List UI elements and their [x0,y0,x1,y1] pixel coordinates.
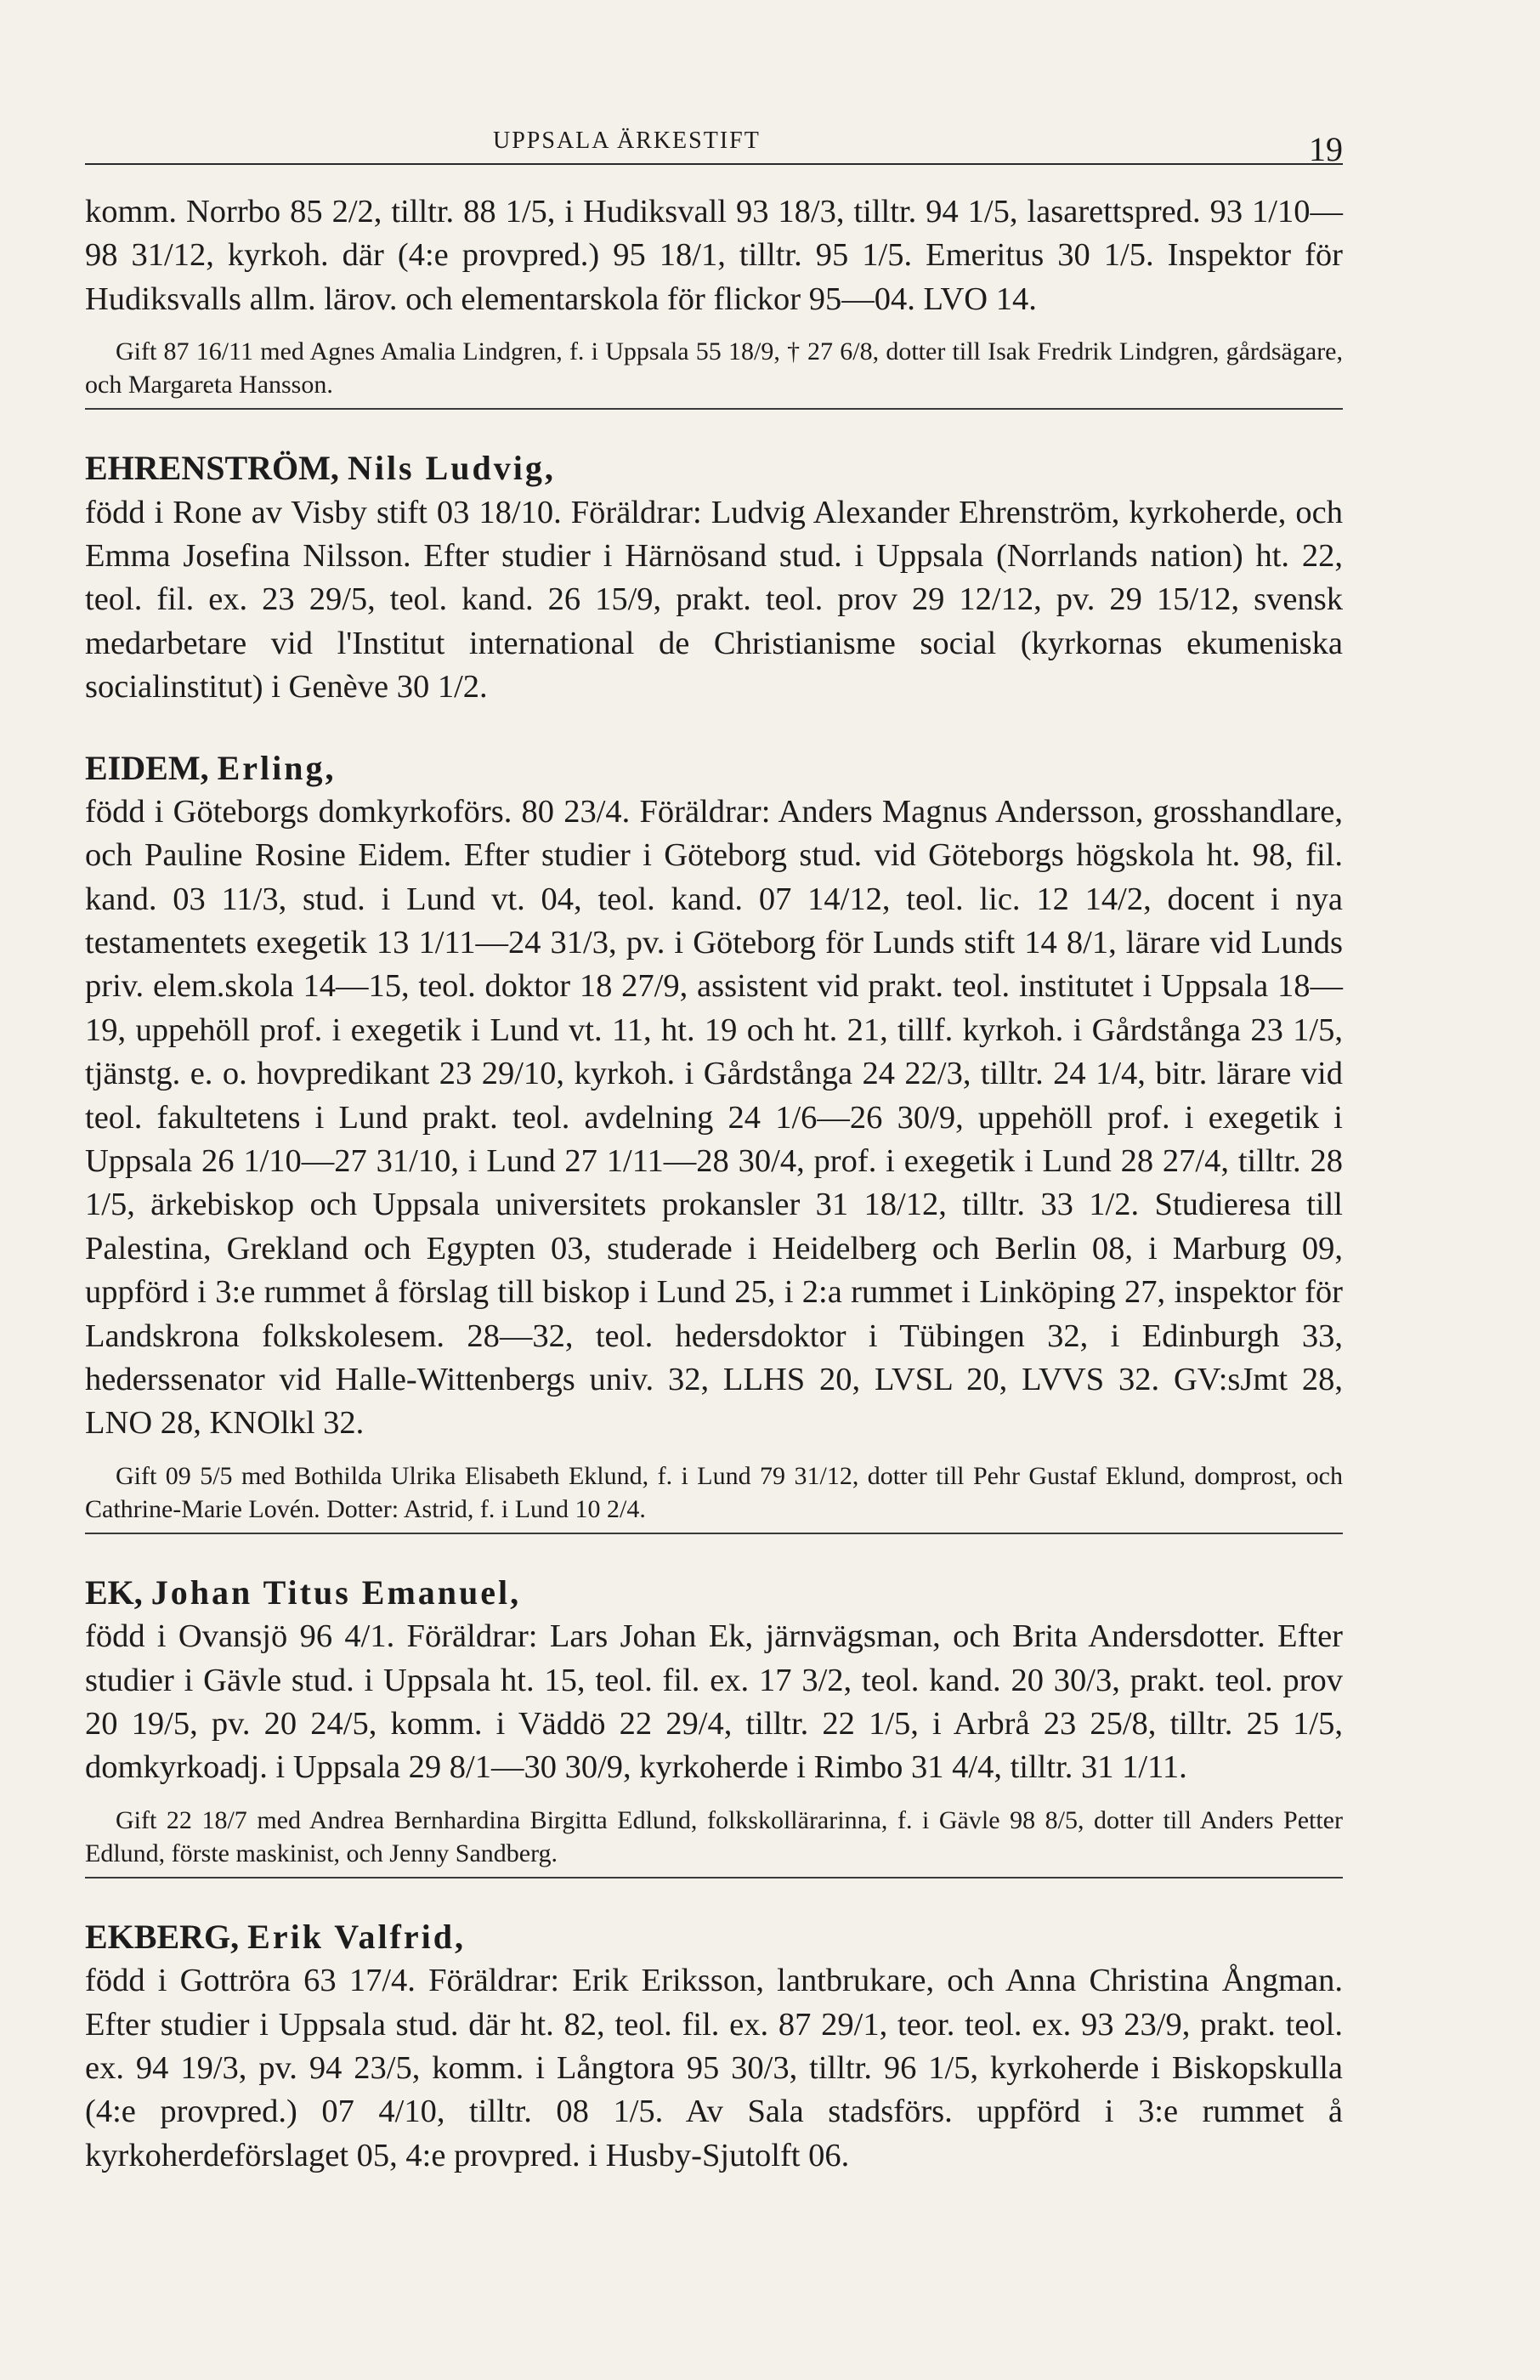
entry-ehrenstrom [85,445,1343,709]
page-number: 19 [1309,130,1343,168]
header-rule [85,163,1343,165]
entry-body: född i Gottröra 63 17/4. Föräldrar: Erik Eriksson, lantbrukare, och Anna Christina Ångman. Efter studier i Uppsala stud. där ht. 82, teol. fil. ex. 87 29/1, teor. teol. ex. 93 23/9, prakt. teol. ex. 94 19/3, pv. 94 23/5, komm. i Långtora 95 30/3, tilltr. 96 1/5, kyrkoherde i Biskopskulla (4:e provpred.) 07 4/10, tilltr. 08 1/5. Av Sala stadsförs. uppförd i 3:e rummet å kyrkoherdeförslaget 05, 4:e provpred. i Husby-Sjutolft 06. [85,1963,1343,2173]
entry-body: född i Ovansjö 96 4/1. Föräldrar: Lars Johan Ek, järnvägsman, och Brita Andersdotter. Efter studier i Gävle stud. i Uppsala ht. 15, teol. fil. ex. 17 3/2, teol. kand. 20 30/3, prakt. teol. prov 20 19/5, pv. 20 24/5, komm. i Väddö 22 29/4, tilltr. 22 1/5, i Arbrå 23 25/8, tilltr. 25 1/5, domkyrkoadj. i Uppsala 29 8/1—30 30/9, kyrkoherde i Rimbo 31 4/4, tilltr. 31 1/11. [85,1618,1343,1786]
entry-surname: EIDEM, [85,748,209,787]
entry-surname: EK, [85,1572,143,1612]
family-note: Gift 87 16/11 med Agnes Amalia Lindgren, f. i Uppsala 55 18/9, † 27 6/8, dotter till Isak Fredrik Lindgren, gårdsägare, och Margareta Hansson. [85,337,1343,400]
entry-divider [85,408,1343,410]
page-header [85,109,1343,168]
entry-surname: EKBERG, [85,1917,240,1956]
entry-ekberg [85,1914,1343,2178]
entry-heading [85,445,1343,490]
running-head: UPPSALA ÄRKESTIFT [493,128,761,154]
entry-continued [85,190,1343,410]
family-note: Gift 22 18/7 med Andrea Bernhardina Birgitta Edlund, folkskollärarinna, f. i Gävle 98 8/5, dotter till Anders Petter Edlund, förste maskinist, och Jenny Sandberg. [85,1805,1343,1867]
entry-surname: EHRENSTRÖM, [85,449,339,488]
entry-given-name: Erik Valfrid, [247,1917,466,1956]
entry-ek [85,1570,1343,1878]
entry-eidem [85,745,1343,1534]
entry-divider [85,1877,1343,1878]
entry-body: född i Göteborgs domkyrkoförs. 80 23/4. Föräldrar: Anders Magnus Andersson, grosshandlare, och Pauline Rosine Eidem. Efter studier i Göteborg stud. vid Göteborgs högskola ht. 98, fil. kand. 03 11/3, stud. i Lund vt. 04, teol. kand. 07 14/12, teol. lic. 12 14/2, docent i nya testamentets exegetik 13 1/11—24 31/3, pv. i Göteborg för Lunds stift 14 8/1, lärare vid Lunds priv. elem.skola 14—15, teol. doktor 18 27/9, assistent vid prakt. teol. institutet i Uppsala 18—19, uppehöll prof. i exegetik i Lund vt. 11, ht. 19 och ht. 21, tillf. kyrkoh. i Gårdstånga 23 1/5, tjänstg. e. o. hovpredikant 23 29/10, kyrkoh. i Gårdstånga 24 22/3, tilltr. 24 1/4, bitr. lärare vid teol. fakultetens i Lund prakt. teol. avdelning 24 1/6—26 30/9, uppehöll prof. i exegetik i Uppsala 26 1/10—27 31/10, i Lund 27 1/11—28 30/4, prof. i exegetik i Lund 28 27/4, tilltr. 28 1/5, ärkebiskop och Uppsala universitets prokansler 31 18/12, tilltr. 33 1/2. Studieresa till Palestina, Grekland och Egypten 03, studerade i Heidelberg och Berlin 08, i Marburg 09, uppförd i 3:e rummet å förslag till biskop i Lund 25, i 2:a rummet i Linköping 27, inspektor för Landskrona folkskolesem. 28—32, teol. hedersdoktor i Tübingen 32, i Edinburgh 33, hederssenator vid Halle-Wittenbergs univ. 32, LLHS 20, LVSL 20, LVVS 32. GV:sJmt 28, LNO 28, KNOlkl 32. [85,793,1343,1442]
entry-heading [85,1914,1343,1959]
entry-heading [85,1570,1343,1615]
entry-given-name: Erling, [217,748,337,787]
entry-divider [85,1533,1343,1534]
entry-body: komm. Norrbo 85 2/2, tilltr. 88 1/5, i Hudiksvall 93 18/3, tilltr. 94 1/5, lasarettspred. 93 1/10—98 31/12, kyrkoh. där (4:e provpred.) 95 18/1, tilltr. 95 1/5. Emeritus 30 1/5. Inspektor för Hudiksvalls allm. lärov. och elementarskola för flickor 95—04. LVO 14. [85,194,1343,317]
entry-heading [85,745,1343,790]
entry-given-name: Johan Titus Emanuel, [150,1572,522,1612]
entry-body: född i Rone av Visby stift 03 18/10. Föräldrar: Ludvig Alexander Ehrenström, kyrkoherde, och Emma Josefina Nilsson. Efter studier i Härnösand stud. i Uppsala (Norrlands nation) ht. 22, teol. fil. ex. 23 29/5, teol. kand. 26 15/9, prakt. teol. prov 29 12/12, pv. 29 15/12, svensk medarbetare vid l'Institut international de Christianisme social (kyrkornas ekumeniska socialinstitut) i Genève 30 1/2. [85,494,1343,706]
entry-given-name: Nils Ludvig, [347,449,556,488]
family-note: Gift 09 5/5 med Bothilda Ulrika Elisabeth Eklund, f. i Lund 79 31/12, dotter till Pehr Gustaf Eklund, domprost, och Cathrine-Marie Lovén. Dotter: Astrid, f. i Lund 10 2/4. [85,1461,1343,1523]
page-content [85,190,1343,2178]
